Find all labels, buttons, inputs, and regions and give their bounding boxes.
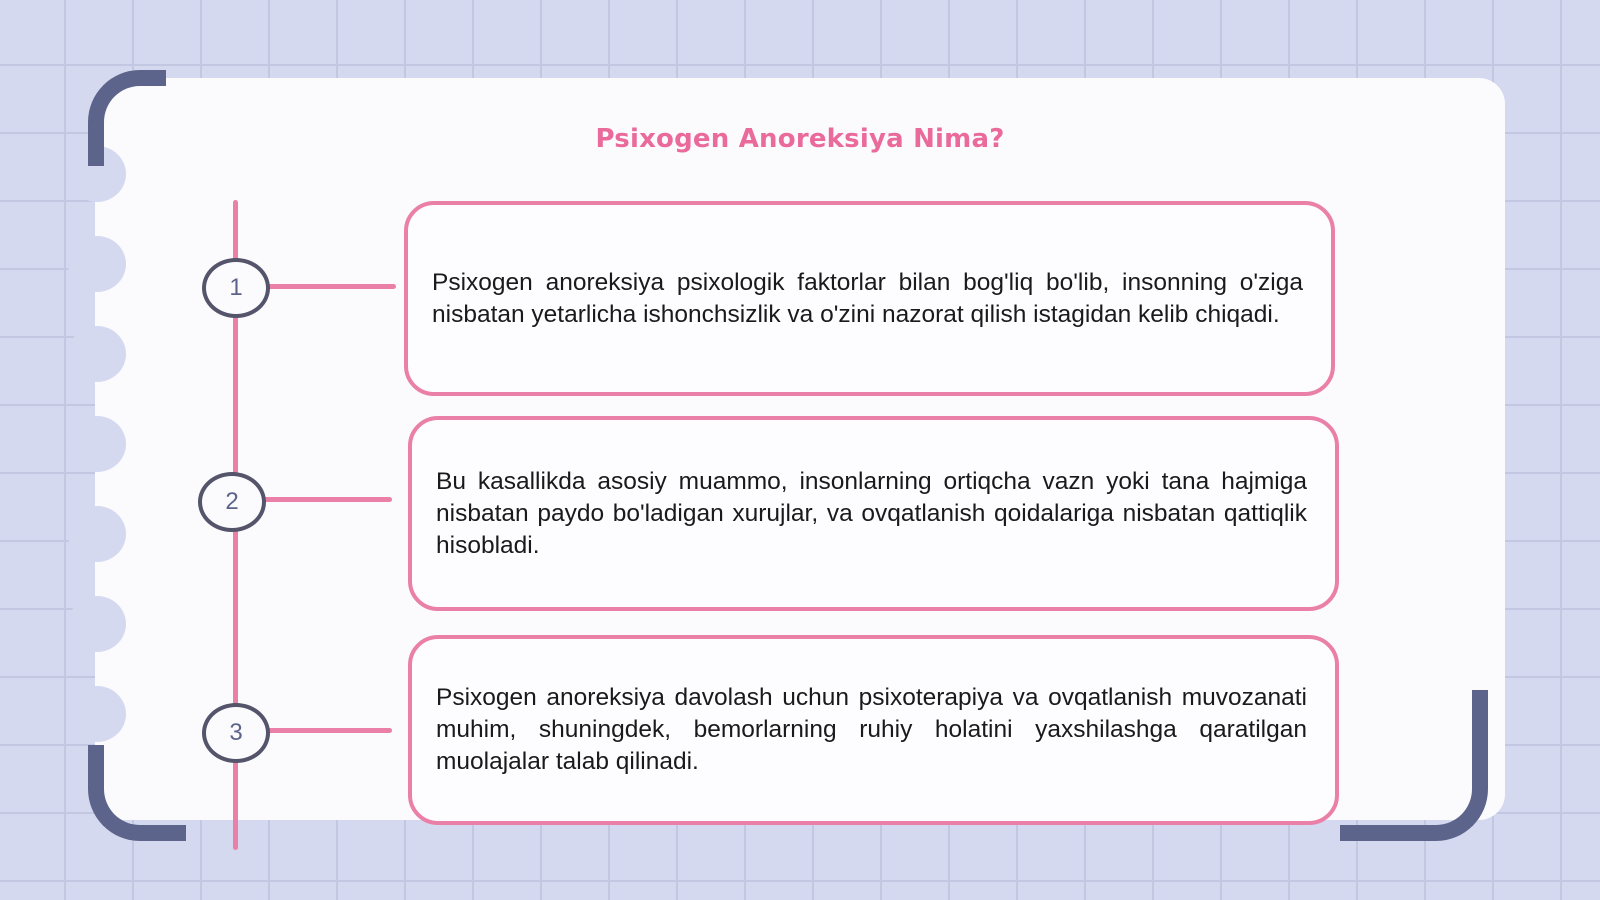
step-text: Psixogen anoreksiya davolash uchun psixoterapiya va ovqatlanish muvozanati muhim, shuningdek, bemorlarning ruhiy holatini yaxshilashga qaratilgan muolajalar talab qilinadi. bbox=[436, 684, 1307, 775]
scallop-edge bbox=[68, 326, 126, 382]
scallop-edge bbox=[68, 236, 126, 292]
step-number: 2 bbox=[225, 488, 239, 515]
scallop-edge bbox=[68, 596, 126, 652]
step-number-badge bbox=[198, 472, 266, 532]
scallop-edge bbox=[68, 506, 126, 562]
step-card bbox=[408, 416, 1339, 611]
step-number: 1 bbox=[229, 274, 243, 301]
step-number-badge bbox=[202, 258, 270, 318]
step-text: Bu kasallikda asosiy muammo, insonlarning ortiqcha vazn yoki tana hajmiga nisbatan paydo bo'ladigan xurujlar, va ovqatlanish qoidalariga nisbatan qattiqlik hisobladi. bbox=[436, 467, 1307, 559]
corner-bracket-bottom-left bbox=[88, 745, 186, 841]
scallop-edge bbox=[68, 686, 126, 742]
step-number-badge bbox=[202, 703, 270, 763]
step-card bbox=[404, 201, 1335, 396]
slide-title: Psixogen Anoreksiya Nima? bbox=[595, 124, 1005, 154]
timeline-connector bbox=[262, 497, 392, 502]
step-number: 3 bbox=[229, 719, 243, 746]
corner-bracket-bottom-right bbox=[1340, 690, 1488, 841]
step-card bbox=[408, 635, 1339, 825]
scallop-edge bbox=[68, 416, 126, 472]
timeline-connector bbox=[266, 728, 392, 733]
timeline-connector bbox=[266, 284, 396, 289]
step-text: Psixogen anoreksiya psixologik faktorlar bilan bog'liq bo'lib, insonning o'ziga nisbatan yetarlicha ishonchsizlik va o'zini nazorat qilish istagidan kelib chiqadi. bbox=[432, 268, 1303, 328]
